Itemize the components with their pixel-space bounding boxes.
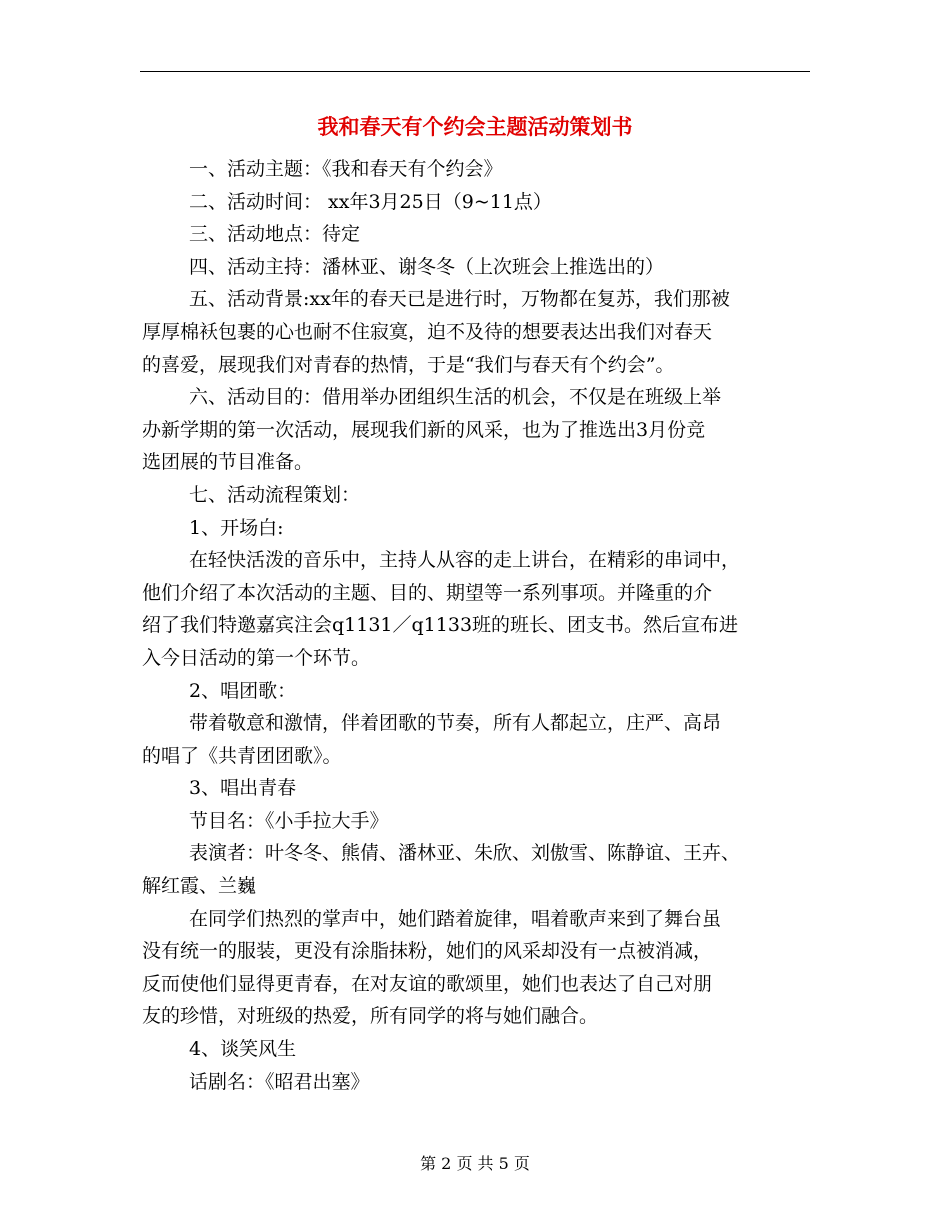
body-line: 一、活动主题：《我和春天有个约会》: [189, 158, 503, 180]
body-line: 的唱了《共青团团歌》。: [142, 744, 342, 767]
body-line: 二、活动时间： xx年3月25日（9~11点）: [189, 190, 552, 213]
body-line: 四、活动主持：潘林亚、谢冬冬（上次班会上推选出的）: [189, 255, 665, 278]
body-line: 没有统一的服装，更没有涂脂抹粉，她们的风采却没有一点被消减，: [142, 940, 713, 963]
body-line: 话剧名：《昭君出塞》: [189, 1070, 370, 1093]
body-line: 办新学期的第一次活动，展现我们新的风采，也为了推选出3月份竞: [142, 418, 706, 441]
body-line: 在同学们热烈的掌声中，她们踏着旋律，唱着歌声来到了舞台虽: [189, 907, 722, 930]
body-line: 解红霞、兰巍: [142, 875, 257, 898]
body-line: 节目名：《小手拉大手》: [189, 809, 389, 832]
header-rule: [140, 71, 810, 72]
document-body: [142, 153, 812, 1098]
body-line: 反而使他们显得更青春，在对友谊的歌颂里，她们也表达了自己对朋: [142, 972, 713, 995]
body-line: 七、活动流程策划：: [189, 483, 361, 506]
body-line: 友的珍惜，对班级的热爱，所有同学的将与她们融合。: [142, 1005, 599, 1028]
body-line: 绍了我们特邀嘉宾注会q1131／q1133班的班长、团支书。然后宣布进: [142, 614, 739, 637]
document-title: 我和春天有个约会主题活动策划书: [317, 114, 633, 139]
body-line: 4、谈笑风生: [189, 1038, 297, 1061]
body-line: 六、活动目的：借用举办团组织生活的机会，不仅是在班级上举: [189, 386, 722, 409]
body-line: 1、开场白:: [189, 516, 284, 539]
body-line: 他们介绍了本次活动的主题、目的、期望等一系列事项。并隆重的介: [142, 581, 713, 604]
body-line: 入今日活动的第一个环节。: [142, 646, 371, 669]
page-footer: 第 2 页 共 5 页: [420, 1154, 530, 1173]
body-line: 选团展的节目准备。: [142, 451, 314, 474]
body-line: 3、唱出青春: [189, 777, 297, 800]
body-line: 的喜爱，展现我们对青春的热情，于是“我们与春天有个约会”。: [142, 353, 675, 376]
body-line: 2、唱团歌：: [189, 679, 297, 702]
body-line: 带着敬意和激情，伴着团歌的节奏，所有人都起立，庄严、高昂: [189, 712, 722, 735]
body-line: 五、活动背景:xx年的春天已是进行时，万物都在复苏，我们那被: [189, 288, 730, 311]
body-line: 在轻快活泼的音乐中，主持人从容的走上讲台，在精彩的串词中，: [189, 549, 741, 572]
body-line: 厚厚棉袄包裹的心也耐不住寂寞，迫不及待的想要表达出我们对春天: [142, 320, 713, 343]
body-line: 三、活动地点：待定: [189, 223, 361, 246]
body-line: 表演者：叶冬冬、熊倩、潘林亚、朱欣、刘傲雪、陈静谊、王卉、: [189, 842, 741, 865]
